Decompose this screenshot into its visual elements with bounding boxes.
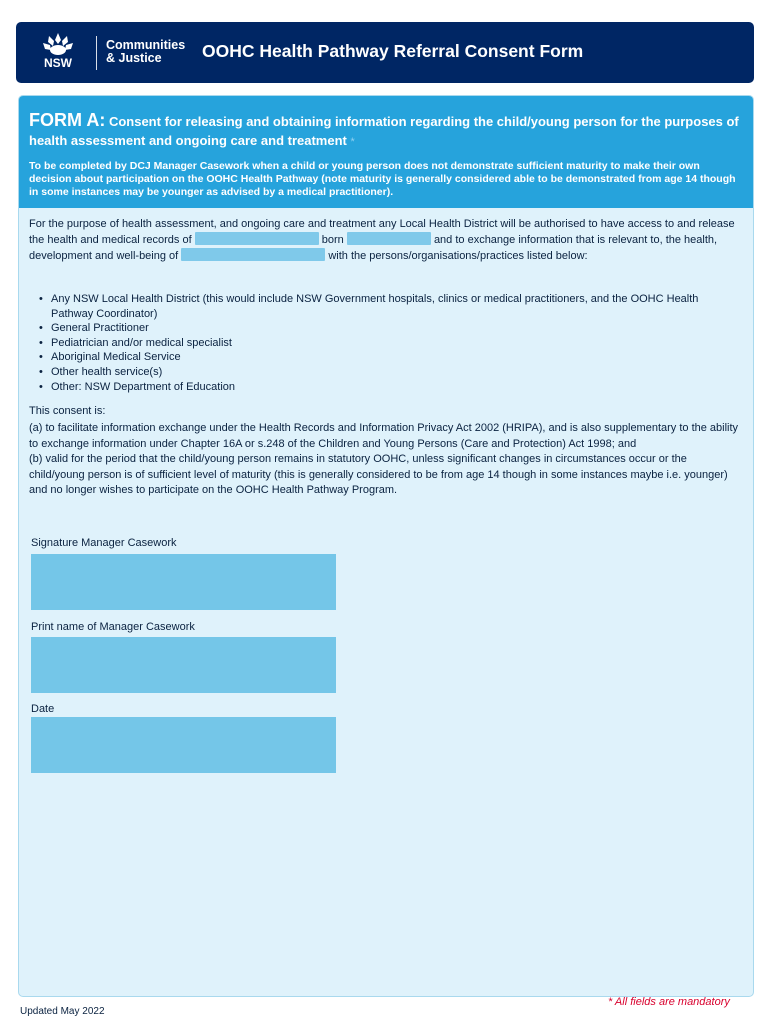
list-item: • General Practitioner	[39, 321, 739, 336]
print-name-field[interactable]	[31, 637, 336, 693]
list-item: • Other health service(s)	[39, 365, 739, 380]
print-name-label: Print name of Manager Casework	[31, 621, 195, 633]
consent-terms	[29, 404, 741, 498]
intro-paragraph	[29, 216, 737, 264]
date-of-birth-field[interactable]	[347, 232, 431, 245]
org-line-1: Communities	[106, 38, 186, 52]
recipient-list	[39, 292, 739, 394]
list-item: • Aboriginal Medical Service	[39, 350, 739, 365]
nsw-waratah-logo	[38, 32, 78, 74]
consent-clause-a: (a) to facilitate information exchange under the Health Records and Information Privacy Act 2002 (HRIPA), and is also supplementary to the ability to exchange information under Chapter 16A or s.248 of the Children and Young Persons (Care and Protection) Act 1998; and	[29, 422, 739, 450]
org-name	[106, 39, 185, 65]
intro-text-3: with the persons/organisations/practices listed below:	[328, 250, 588, 262]
born-label: born	[321, 234, 344, 246]
date-label: Date	[31, 703, 55, 715]
consent-lead: This consent is:	[29, 405, 106, 417]
page-header	[16, 22, 754, 83]
consent-clause-b: (b) valid for the period that the child/young person remains in statutory OOHC, unless significant changes in circumstances occur or the child/young person is of sufficient level of maturity (this is generally considered to be from age 14 though in some instances maybe i.e. younger) and no longer wishes to participate on the OOHC Health Pathway Program.	[29, 453, 728, 497]
list-item: • Other: NSW Department of Education	[39, 380, 739, 395]
signature-label: Signature Manager Casework	[31, 537, 177, 549]
date-field[interactable]	[31, 717, 336, 773]
intro-text-1: For the purpose of health assessment, and ongoing care and treatment any Local Health District will be authorised to have access to and release the health and medical records of	[29, 218, 735, 246]
form-label: FORM A:	[29, 110, 106, 130]
signature-field[interactable]	[31, 554, 336, 610]
intro-text-2: and to exchange information that is relevant to, the health, development and well-being of	[29, 234, 718, 262]
updated-date: Updated May 2022	[20, 1006, 105, 1017]
form-card	[18, 95, 754, 997]
form-heading: Consent for releasing and obtaining information regarding the child/young person for the purposes of health assessment and ongoing care and treatment	[29, 114, 739, 148]
logo-text: NSW	[44, 56, 72, 70]
form-banner	[19, 96, 753, 208]
banner-title	[29, 111, 743, 152]
form-title: OOHC Health Pathway Referral Consent Form	[202, 41, 584, 61]
org-line-2: & Justice	[106, 51, 162, 65]
list-item: • Pediatrician and/or medical specialist	[39, 336, 739, 351]
young-person-name-field[interactable]	[181, 248, 325, 261]
child-name-field[interactable]	[195, 232, 319, 245]
banner-subtitle: To be completed by DCJ Manager Casework when a child or young person does not demonstrate sufficient maturity to make their own decision about participation on the OOHC Health Pathway (note maturity is generally considered able to be demonstrated from age 14 though in some instances may be younger as advised by a medical practitioner).	[29, 160, 736, 198]
mandatory-note: * All fields are mandatory	[608, 996, 730, 1008]
required-marker: *	[350, 136, 355, 148]
list-item: • Any NSW Local Health District (this would include NSW Government hospitals, clinics or medical practitioners, and the OOHC Health Pathway Coordinator)	[39, 292, 739, 321]
logo-divider	[96, 36, 97, 70]
